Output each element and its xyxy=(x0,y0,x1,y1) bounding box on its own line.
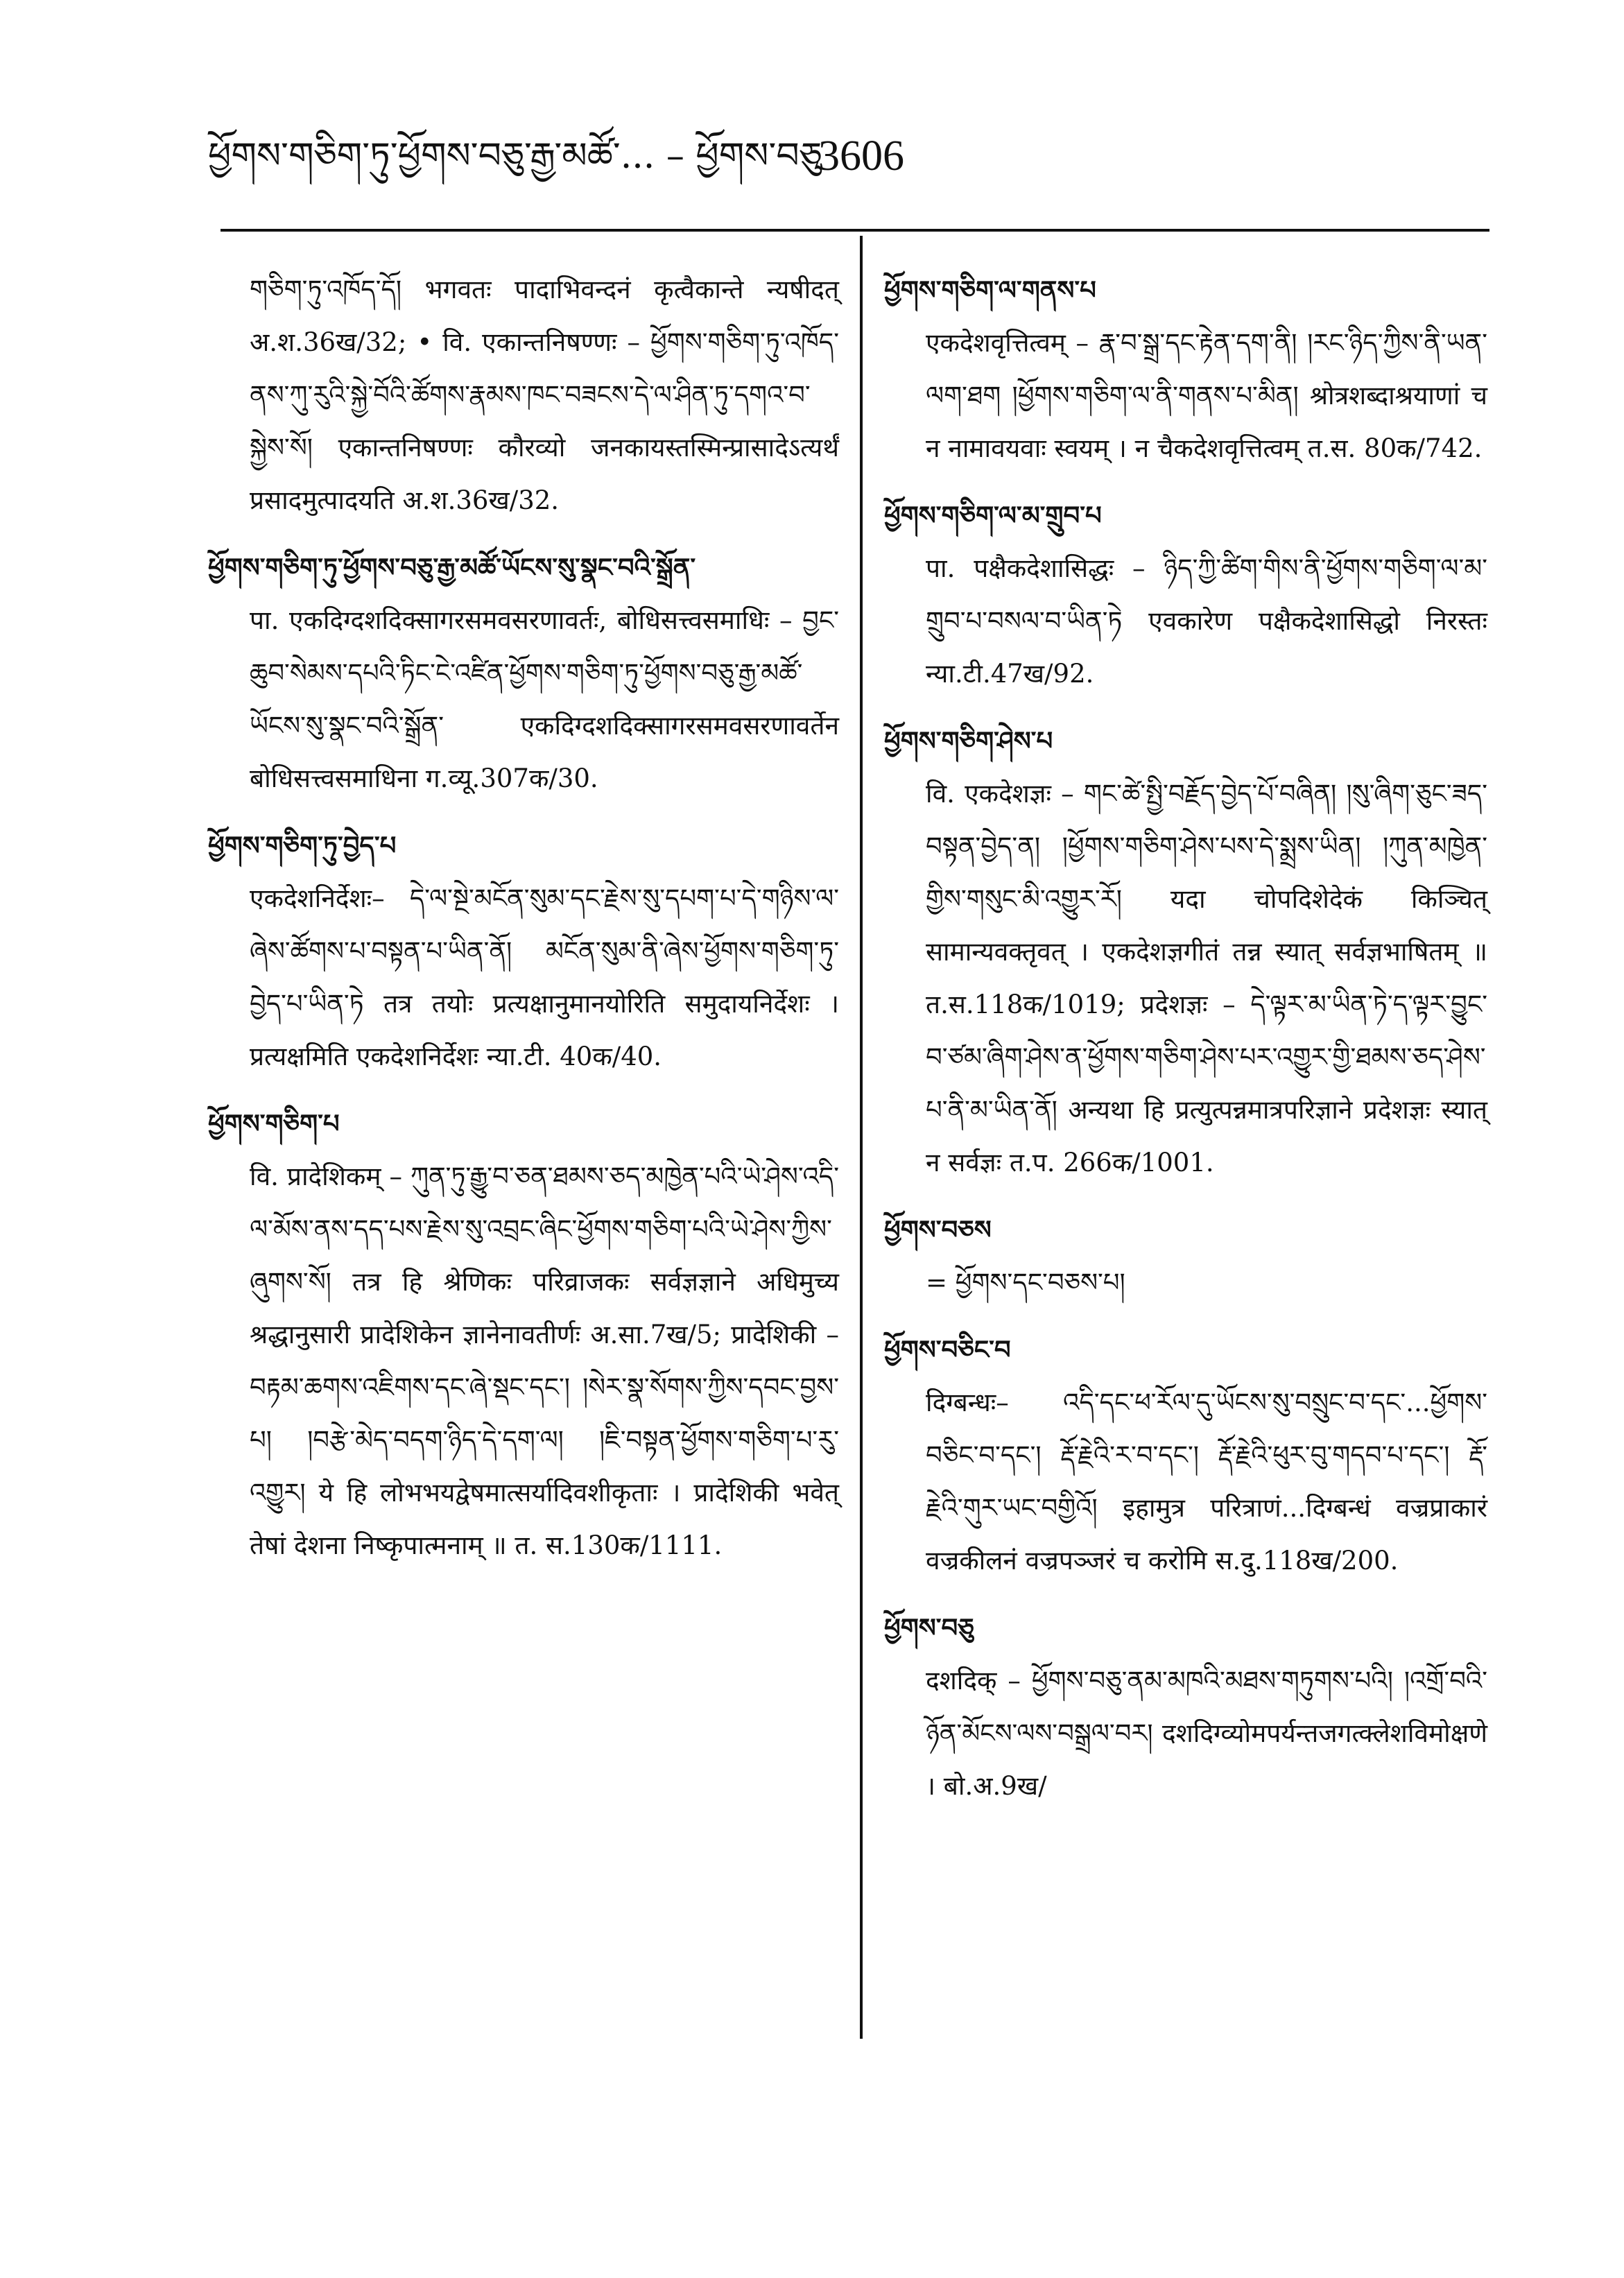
entry-headword: ཕྱོགས་བཅུ xyxy=(884,1612,974,1643)
entry-body: = ཕྱོགས་དང་བཅས་པ། xyxy=(926,1268,1125,1297)
entry-headword: ཕྱོགས་གཅིག་ལ་གནས་པ xyxy=(884,275,1096,305)
dictionary-entry xyxy=(884,1601,1487,1813)
entry-body: दिग्बन्धः– འདི་དང་ཕ་རོལ་དུ་ཡོངས་སུ་བསྲུང་བ་དང་...ཕྱོགས་བཅིང་བ་དང་། རྡོ་རྗེའི་ར་བ་དང་། རྡོ་རྗེའི་ཕུར་བུ་གདབ་པ་དང་། རྡོ་རྗེའི་གུར་ཡང་བགྱིའོ། इहामुत्र परित्राणं...दिग्बन्धं वज्रप्राकारं वज्रकीलनं वज्रपञ्जरं च करोमि स.दु.118ख/200. xyxy=(926,1388,1487,1576)
entry-body: वि. एकदेशज्ञः – གང་ཚེ་སྤྱི་བརྗོད་བྱེད་པོ་བཞིན། །སུ་ཞིག་ཅུང་ཟད་བསྟན་བྱེད་ན། །ཕྱོགས་གཅིག་ཤེས་པས་དེ་སྨྲས་ཡིན། །ཀུན་མཁྱེན་གྱིས་གསུང་མི་འགྱུར་རོ། यदा चोपदिशेदेकं किञ्चित् सामान्यवक्तृवत् । एकदेशज्ञगीतं तन्न स्यात् सर्वज्ञभाषितम् ॥ त.स.118क/1019; प्रदेशज्ञः – དེ་ལྟར་མ་ཡིན་ཏེ་ད་ལྟར་བྱུང་བ་ཙམ་ཞིག་ཤེས་ན་ཕྱོགས་གཅིག་ཤེས་པར་འགྱུར་གྱི་ཐམས་ཅད་ཤེས་པ་ནི་མ་ཡིན་ནོ། अन्यथा हि प्रत्युत्पन्नमात्रपरिज्ञाने प्रदेशज्ञः स्यात् न सर्वज्ञः त.प. 266क/1001. xyxy=(926,779,1487,1177)
entry-headword: ཕྱོགས་གཅིག་ལ་མ་གྲུབ་པ xyxy=(884,500,1102,530)
header-title: ཕྱོགས་གཅིག་ཏུ་ཕྱོགས་བཅུ་རྒྱ་མཚོ་... – ཕྱོགས་བཅུ xyxy=(208,135,822,177)
header-rule xyxy=(221,229,1489,232)
entry-body: पा. पक्षैकदेशासिद्धः – ཉིད་ཀྱི་ཚིག་གིས་ནི་ཕྱོགས་གཅིག་ལ་མ་གྲུབ་པ་བསལ་བ་ཡིན་ཏེ एवकारेण पक्षैकदेशासिद्धो निरस्तः न्या.टी.47ख/92. xyxy=(926,553,1487,689)
entry-body: एकदेशनिर्देशः– དེ་ལ་སྔེ་མངོན་སུམ་དང་རྗེས་སུ་དཔག་པ་དེ་གཉིས་ལ་ཞེས་ཚོགས་པ་བསྟན་པ་ཡིན་ནོ། མངོན་སུམ་ནི་ཞེས་ཕྱོགས་གཅིག་ཏུ་བྱེད་པ་ཡིན་ཏེ तत्र तयोः प्रत्यक्षानुमानयोरिति समुदायनिर्देशः । प्रत्यक्षमिति एकदेशनिर्देशः न्या.टी. 40क/40. xyxy=(250,883,839,1071)
dictionary-entry xyxy=(884,489,1487,700)
dictionary-entry xyxy=(208,1097,839,1572)
dictionary-entry xyxy=(884,1203,1487,1309)
entry-body: एकदेशवृत्तित्वम् – རྣ་བ་སྒྲ་དང་རྟེན་དག་ནི། །རང་ཉིད་ཀྱིས་ནི་ཡན་ལག་ཐག །ཕྱོགས་གཅིག་ལ་ནི་གནས་པ་མིན། श्रोत्रशब्दाश्रयाणां च न नामावयवाः स्वयम् । न चैकदेशवृत्तित्वम् त.स. 80क/742. xyxy=(926,328,1487,463)
entry-body: གཅིག་ཏུ་འཁོད་དོ། भगवतः पादाभिवन्दनं कृत्वैकान्ते न्यषीदत् अ.श.36ख/32; • वि. एकान्तनिषण्णः – ཕྱོགས་གཅིག་ཏུ་འཁོད་ནས་ཀུ་རུའི་སྐྱེ་བོའི་ཚོགས་རྣམས་ཁང་བཟངས་དེ་ལ་ཤིན་ཏུ་དགའ་བ་སྐྱེས་སོ། एकान्तनिषण्णः कौरव्यो जनकायस्तस्मिन्प्रासादेऽत्यर्थं प्रसादमुत्पादयति अ.श.36ख/32. xyxy=(250,275,839,515)
entry-body: दशदिक् – ཕྱོགས་བཅུ་ནམ་མཁའི་མཐས་གཏུགས་པའི། །འགྲོ་བའི་ཉོན་མོངས་ལས་བསྒྲལ་བར། दशदिग्व्योमपर्यन्तजगत्क्लेशविमोक्षणे । बो.अ.9ख/ xyxy=(926,1666,1487,1801)
dictionary-entry xyxy=(208,819,839,1083)
entry-body: वि. प्रादेशिकम् – ཀུན་ཏུ་རྒྱུ་བ་ཅན་ཐམས་ཅད་མཁྱེན་པའི་ཡེ་ཤེས་འདི་ལ་མོས་ནས་དད་པས་རྗེས་སུ་འབྲང་ཞིང་ཕྱོགས་གཅིག་པའི་ཡེ་ཤེས་ཀྱིས་ཞུགས་སོ། तत्र हि श्रेणिकः परिव्राजकः सर्वज्ञज्ञाने अधिमुच्य श्रद्धानुसारी प्रादेशिकेन ज्ञानेनावतीर्णः अ.सा.7ख/5; प्रादेशिकी – བརྟམ་ཆགས་འཇིགས་དང་ཞེ་སྡང་དང་། །སེར་སྣ་སོགས་ཀྱིས་དབང་བྱས་པ། །བརྩེ་མེད་བདག་ཉིད་དེ་དག་ལ། །ཇི་བསྟན་ཕྱོགས་གཅིག་པ་རུ་འགྱུར། ये हि लोभभयद्वेषमात्सर्यादिवशीकृताः । प्रादेशिकी भवेत् तेषां देशना निष्कृपात्मनाम् ॥ त. स.130क/1111. xyxy=(250,1162,839,1560)
page-number: 3606 xyxy=(818,132,904,180)
entry-headword: ཕྱོགས་གཅིག་པ xyxy=(208,1108,340,1139)
entry-headword: ཕྱོགས་བཅིང་བ xyxy=(884,1334,1011,1365)
dictionary-entry xyxy=(884,264,1487,475)
dictionary-entry xyxy=(884,1323,1487,1587)
entry-body: पा. एकदिग्दशदिक्सागरसमवसरणावर्तः, बोधिसत्त्वसमाधिः – བྱང་ཆུབ་སེམས་དཔའི་ཏིང་ངེ་འཛིན་ཕྱོགས་གཅིག་ཏུ་ཕྱོགས་བཅུ་རྒྱ་མཚོ་ཡོངས་སུ་སྣང་བའི་སྒྲོན་ एकदिग्दशदिक्सागरसमवसरणावर्तेन बोधिसत्त्वसमाधिना ग.व्यू.307क/30. xyxy=(250,605,839,793)
right-column xyxy=(884,264,1487,1827)
dictionary-entry xyxy=(208,264,839,527)
running-header xyxy=(208,118,1428,194)
column-divider xyxy=(860,236,863,2039)
entry-headword: ཕྱོགས་གཅིག་ཏུ་ཕྱོགས་བཅུ་རྒྱ་མཚོ་ཡོངས་སུ་སྣང་བའི་སྒྲོན་ xyxy=(208,552,696,583)
entry-headword: ཕྱོགས་གཅིག་ཏུ་བྱེད་པ xyxy=(208,830,397,861)
dictionary-entry xyxy=(208,541,839,805)
left-column xyxy=(208,264,839,1586)
dictionary-entry xyxy=(884,714,1487,1189)
entry-headword: ཕྱོགས་གཅིག་ཤེས་པ xyxy=(884,725,1053,756)
entry-headword: ཕྱོགས་བཅས xyxy=(884,1214,992,1245)
